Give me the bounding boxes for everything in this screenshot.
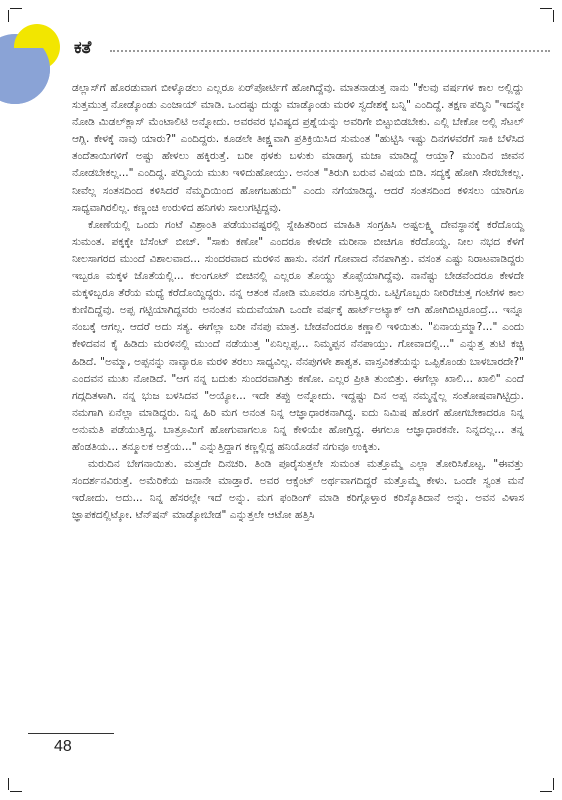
- article-body: [72, 80, 524, 524]
- header-dotted-rule: [110, 50, 550, 52]
- paragraph: ಮರುದಿನ ಬೇಗನಾಯಿತು. ಮತ್ತದೇ ದಿನಚರಿ. ತಿಂಡಿ ಪೂರೈಸುತ್ತಲೇ ಸುಮಂತ ಮತ್ತೊಮ್ಮೆ ಎಲ್ಲಾ ತೋರಿಸಿಕೊಟ್ಟ. "ಈವತ್ತು ಸಂದರ್ಶನವಿರುತ್ತೆ. ಅಮೆರಿಕೆಯ ಜನಾನೇ ಮಾಡ್ತಾರೆ. ಅವರ ಆಕ್ಸೆಂಟ್ ಅರ್ಥವಾಗದಿದ್ದರೆ ಮತ್ತೊಮ್ಮೆ ಕೇಳು. ಒಂದೇ ಸ್ವಂತ ಮನೆ ಇರೋದು. ಅದು... ನಿನ್ನ ಹೆಸರಲ್ಲೇ ಇದೆ ಅನ್ನು. ಮಗ ಫಂಡಿಂಗ್ ಮಾಡಿ ಕರಿಗ್ಗೊಳ್ತಾರ ಕರಿಸ್ಕೊತಿದಾನೆ ಅನ್ನು. ಅವನ ವಿಳಾಸ ಜ್ಞಾಪಕದಲ್ಲಿಟ್ಕೋ. ಟೆನ್‌ಷನ್ ಮಾಡ್ಕೋಬೇಡ" ಎನ್ನುತ್ತಲೇ ಆಟೋ ಹತ್ತಿಸಿ: [72, 458, 524, 522]
- crop-mark-top-left-v: [8, 10, 9, 22]
- crop-mark-top-right-v: [553, 10, 554, 22]
- page-number: 48: [54, 738, 72, 755]
- footer-rule: [28, 733, 114, 734]
- crop-mark-bottom-left-v: [8, 778, 9, 790]
- crop-mark-bottom-left-h: [10, 791, 22, 792]
- crop-mark-bottom-right-v: [553, 778, 554, 790]
- paragraph: ಕೋಣೆಯಲ್ಲಿ ಒಂದು ಗಂಟೆ ವಿಶ್ರಾಂತಿ ಪಡೆಯುವಷ್ಟರಲ್ಲಿ ಸ್ನೇಹಿತರಿಂದ ಮಾಹಿತಿ ಸಂಗ್ರಹಿಸಿ ಅಷ್ಟಲಕ್ಷ್ಮಿ ದೇವಸ್ಥಾನಕ್ಕೆ ಕರೆದೊಯ್ದ ಸುಮಂತ. ಪಕ್ಕಕ್ಕೇ ಬೆಸೆಂಟ್ ಬೀಚ್. "ಸಾಕು ಕಣೋ" ಎಂದರೂ ಕೇಳದೇ ಮರೀನಾ ಬೀಚಿಗೂ ಕರೆದೊಯ್ದ. ನೀಲ ನಭದ ಕೆಳಗೆ ನೀಲಸಾಗರದ ಮುಂದೆ ವಿಶಾಲವಾದ... ಸುಂದರವಾದ ಮರಳಿನ ಹಾಸು. ನನಗೆ ಗೋವಾದ ನೆನಪಾಗಿತ್ತು. ವಸಂತ ಎಷ್ಟು ನಿರಾಟವಾಡಿದ್ದರು ಇಬ್ಬರೂ ಮಕ್ಕಳ ಜೊತೆಯಲ್ಲಿ... ಕಲಂಗೂಟ್ ಬೀಚಿನಲ್ಲಿ ಎಲ್ಲರೂ ತೊಯ್ದು ತೊಪ್ಪೆಯಾಗಿದ್ದೆವು. ನಾನೆಷ್ಟು ಬೇಡವೆಂದರೂ ಕೇಳದೇ ಮಕ್ಕಳಿಬ್ಬರೂ ತೆರೆಯ ಮಧ್ಯೆ ಕರೆದೊಯ್ದಿದ್ದರು. ನನ್ನ ಆತಂಕ ನೋಡಿ ಮೂವರೂ ನಗುತ್ತಿದ್ದರು. ಒಟ್ಟಿಗೊಬ್ಬರು ನೀರಿರೆಚುತ್ತ ಗಂಟೆಗಳ ಕಾಲ ಕುಣಿದಿದ್ದೆವು. ಅಪ್ಪ ಗಟ್ಟಿಯಾಗಿದ್ದವರು ಅನಂತನ ಮದುವೆಯಾಗಿ ಒಂದೇ ವರ್ಷಕ್ಕೆ ಹಾರ್ಟ್‌ಅಟ್ಯಾಕ್ ಆಗಿ ಹೋಗಿಬಿಟ್ಟರೂಂದ್ರೆ... ಇನ್ನೂ ನಂಬಕ್ಕೆ ಆಗಲ್ಲ. ಆದರೆ ಅದು ಸತ್ಯ. ಈಗೆಲ್ಲಾ ಬರೀ ನೆನಪು ಮಾತ್ರ. ಬೇಡವೆಂದರೂ ಕಣ್ಣಾಲಿ ಇಳಿಯಿತು. "ಏನಾಯ್ತಮ್ಮಾ?..." ಎಂದು ಕೇಳಿದವನ ಕೈ ಹಿಡಿದು ಮರಳಿನಲ್ಲಿ ಮುಂದೆ ನಡೆಯುತ್ತ "ಏನಿಲ್ಲಪ್ಪ... ನಿಮ್ಮಪ್ಪನ ನೆನಪಾಯ್ತು. ಗೋವಾದಲ್ಲಿ..." ಎನ್ನುತ್ತ ತುಟಿ ಕಚ್ಚಿ ಹಿಡಿದೆ. "ಅಮ್ಮಾ, ಅಪ್ಪನನ್ನು ನಾವ್ಯಾರೂ ಮರಳಿ ತರಲು ಸಾಧ್ಯವಿಲ್ಲ. ನೆನಪುಗಳೇ ಶಾಶ್ವತ. ವಾಸ್ತವಿಕತೆಯನ್ನು ಒಪ್ಪಿಕೊಂಡು ಬಾಳಬಾರದೇ?" ಎಂದವನ ಮುಖ ನೋಡಿದೆ. "ಆಗ ನನ್ನ ಬದುಕು ಸುಂದರವಾಗಿತ್ತು ಕಣೋ. ಎಲ್ಲರ ಪ್ರೀತಿ ತುಂಬಿತ್ತು. ಈಗೆಲ್ಲಾ ಖಾಲಿ... ಖಾಲಿ" ಎಂದೆ ಗದ್ಗದಿತಳಾಗಿ. ನನ್ನ ಭುಜ ಬಳಸಿದವ "ಅಯ್ಯೋ... ಇದೇ ತಪ್ಪು ಅನ್ನೋದು. ಇದ್ದಷ್ಟು ದಿನ ಅಪ್ಪ ನಮ್ಮನ್ನೆಲ್ಲ ಸಂತೋಷವಾಗಿಟ್ಟಿದ್ರು. ನಮಗಾಗಿ ಏನೆಲ್ಲಾ ಮಾಡಿದ್ದರು. ನಿನ್ನ ಹಿರಿ ಮಗ ಅನಂತ ನಿನ್ನ ಆಜ್ಞಾಧಾರಕನಾಗಿದ್ದ. ಐದು ನಿಮಿಷ ಹೊರಗೆ ಹೋಗಬೇಕಾದರೂ ನಿನ್ನ ಅನುಮತಿ ಪಡೆಯುತ್ತಿದ್ದ. ಬಾತ್ರೂಮಿಗೆ ಹೋಗುವಾಗಲೂ ನಿನ್ನ ಕೇಳಿಯೇ ಹೋಗ್ತಿದ್ದ. ಈಗಲೂ ಆಜ್ಞಾಧಾರಕನೇ. ನಿನ್ನದಲ್ಲ... ತನ್ನ ಹೆಂಡತಿಯ... ತನ್ಮೂಲಕ ಅತ್ತೆಯ..." ಎನ್ನುತ್ತಿದ್ದಾಗ ಕಣ್ಣಲ್ಲಿದ್ದ ಹನಿಯೊಡನೆ ನಗುವೂ ಉಕ್ಕಿತು.: [72, 218, 524, 453]
- crop-mark-top-left-h: [10, 8, 22, 9]
- paragraph: ಡಲ್ಲಾಸ್‌ಗೆ ಹೊರಡುವಾಗ ಬೀಳ್ಕೊಡಲು ಎಲ್ಲರೂ ಏರ್‌ಪೋರ್ಟಿಗೆ ಹೋಗಿದ್ದೆವು. ಮಾತನಾಡುತ್ತ ನಾನು "ಕೆಲವು ವರ್ಷಗಳ ಕಾಲ ಅಲ್ಲಿದ್ದು ಸುತ್ತಮುತ್ತ ನೋಡ್ಕೊಂಡು ಎಂಜಾಯ್ ಮಾಡಿ. ಒಂದಷ್ಟು ದುಡ್ಡು ಮಾಡ್ಕೊಂಡು ಮರಳಿ ಸ್ವದೇಶಕ್ಕೆ ಬನ್ನಿ" ಎಂದಿದ್ದೆ. ತಕ್ಷಣ ಪದ್ಮಿನಿ "ಇದನ್ನೇ ನೋಡಿ ಮಿಡಲ್‌ಕ್ಲಾಸ್ ಮೆಂಟಾಲಿಟಿ ಅನ್ನೋದು. ಅವರವರ ಭವಿಷ್ಯದ ಪ್ರಶ್ನೆಯನ್ನು ಅವರಿಗೇ ಬಿಟ್ಟುಬಿಡಬೇಕು. ಎಲ್ಲಿ ಬೇಕೋ ಅಲ್ಲಿ ಸೆಟಲ್ ಆಗ್ಲಿ. ಕೇಳಕ್ಕೆ ನಾವು ಯಾರು?" ಎಂದಿದ್ದರು. ಕೂಡಲೇ ತೀಕ್ಷ್ಣವಾಗಿ ಪ್ರತಿಕ್ರಿಯಿಸಿದ ಸುಮಂತ "ಹುಟ್ಟಿಸಿ ಇಷ್ಟು ದಿನಗಳವರೆಗೆ ಸಾಕಿ ಬೆಳೆಸಿದ ತಂದೆತಾಯಿಗಳಿಗೆ ಅಷ್ಟು ಹೇಳಲು ಹಕ್ಕಿರುತ್ತೆ. ಬರೀ ಥಳಕು ಬಳುಕು ಮಾಡಾಗ್ಳ ಮಜಾ ಮಾಡಿದ್ದೆ ಆಯ್ತಾ? ಮುಂದಿನ ಜೀವನ ನೋಡಬೇಕಲ್ಲ..." ಎಂದಿದ್ದ. ಪದ್ಮಿನಿಯ ಮುಖ ಇಳಿದುಹೋಯ್ತು. ಅನಂತ "ತಿರುಗಿ ಬರುವ ವಿಷಯ ಬಿಡಿ. ಸದ್ಯಕ್ಕೆ ಹೋಗಿ ಸೇರಬೇಕಲ್ಲ. ನೀವೆಲ್ಲ ಸಂತಸದಿಂದ ಕಳಿಸಿದರೆ ನೆಮ್ಮದಿಯಿಂದ ಹೋಗಬಹುದು" ಎಂದು ನಗೆಯಾಡಿದ್ದ. ಆದರೆ ಸಂತಸದಿಂದ ಕಳಿಸಲು ಯಾರಿಗೂ ಸಾಧ್ಯವಾಗಿರಲಿಲ್ಲ. ಕಣ್ಣಂಚಿ ಉರುಳಿದ ಹನಿಗಳು ಸಾಲುಗಟ್ಟಿದ್ದವು.: [72, 82, 524, 214]
- crop-mark-bottom-right-h: [540, 791, 552, 792]
- crop-mark-top-right-h: [540, 8, 552, 9]
- section-title: ಕತೆ: [74, 38, 92, 58]
